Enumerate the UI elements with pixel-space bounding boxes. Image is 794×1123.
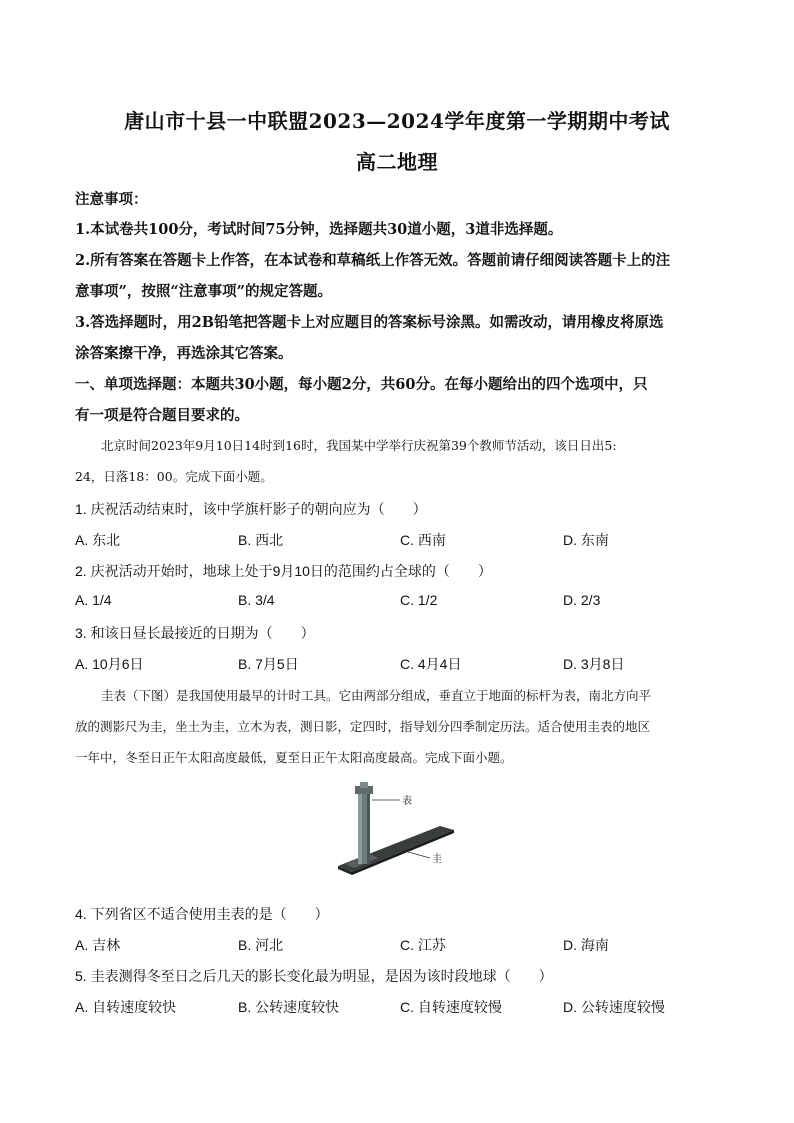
option-c[interactable]: C. 4月4日 bbox=[400, 656, 462, 672]
page-subtitle: 高二地理 bbox=[356, 150, 438, 174]
option-d[interactable]: D. 海南 bbox=[563, 937, 609, 953]
guibiao-figure bbox=[330, 780, 460, 880]
option-b[interactable]: B. 西北 bbox=[238, 532, 284, 548]
option-a[interactable]: A. 自转速度较快 bbox=[75, 999, 177, 1015]
passage-2: 圭表（下图）是我国使用最早的计时工具。它由两部分组成，垂直立于地面的标杆为表，南北方向平 bbox=[101, 688, 652, 703]
option-c[interactable]: C. 1/2 bbox=[400, 592, 438, 608]
question-stem: 4. 下列省区不适合使用圭表的是（ ） bbox=[75, 906, 329, 922]
question-stem: 3. 和该日昼长最接近的日期为（ ） bbox=[75, 625, 315, 641]
option-b[interactable]: B. 河北 bbox=[238, 937, 284, 953]
passage-2-cont: 一年中，冬至日正午太阳高度最低，夏至日正午太阳高度最高。完成下面小题。 bbox=[75, 750, 513, 765]
page-title: 唐山市十县一中联盟2023—2024学年度第一学期期中考试 bbox=[124, 109, 670, 133]
question-stem: 1. 庆祝活动结束时，该中学旗杆影子的朝向应为（ ） bbox=[75, 501, 427, 517]
option-b[interactable]: B. 7月5日 bbox=[238, 656, 299, 672]
option-d[interactable]: D. 3月8日 bbox=[563, 656, 625, 672]
option-a[interactable]: A. 吉林 bbox=[75, 937, 121, 953]
notice-item: 2.所有答案在答题卡上作答，在本试卷和草稿纸上作答无效。答题前请仔细阅读答题卡上的注 bbox=[75, 252, 671, 269]
gui-label: 圭 bbox=[432, 854, 442, 865]
option-c[interactable]: C. 西南 bbox=[400, 532, 446, 548]
option-c[interactable]: C. 自转速度较慢 bbox=[400, 999, 502, 1015]
option-c[interactable]: C. 江苏 bbox=[400, 937, 446, 953]
guibiao-illustration-icon bbox=[330, 780, 460, 880]
notice-item: 3.答选择题时，用2B铅笔把答题卡上对应题目的答案标号涂黑。如需改动，请用橡皮将原选 bbox=[75, 314, 664, 331]
question-stem: 5. 圭表测得冬至日之后几天的影长变化最为明显，是因为该时段地球（ ） bbox=[75, 968, 553, 984]
notice-item: 1.本试卷共100分，考试时间75分钟，选择题共30道小题，3道非选择题。 bbox=[75, 221, 563, 238]
passage-2-cont: 放的测影尺为圭，坐土为圭，立木为表，测日影，定四时，指导划分四季制定历法。适合使用圭表的地区 bbox=[75, 719, 651, 734]
option-d[interactable]: D. 公转速度较慢 bbox=[563, 999, 665, 1015]
option-b[interactable]: B. 公转速度较快 bbox=[238, 999, 340, 1015]
question-stem: 2. 庆祝活动开始时，地球上处于9月10日的范围约占全球的（ ） bbox=[75, 563, 492, 579]
passage-1: 北京时间2023年9月10日14时到16时，我国某中学举行庆祝第39个教师节活动，该日日出5: bbox=[101, 438, 617, 453]
option-d[interactable]: D. 东南 bbox=[563, 532, 609, 548]
option-a[interactable]: A. 1/4 bbox=[75, 592, 112, 608]
notice-item: 意事项”，按照“注意事项”的规定答题。 bbox=[75, 283, 333, 300]
option-a[interactable]: A. 10月6日 bbox=[75, 656, 144, 672]
passage-1-cont: 24，日落18：00。完成下面小题。 bbox=[75, 469, 273, 484]
option-a[interactable]: A. 东北 bbox=[75, 532, 121, 548]
notice-item: 涂答案擦干净，再选涂其它答案。 bbox=[75, 345, 293, 362]
biao-label: 表 bbox=[402, 796, 412, 807]
option-d[interactable]: D. 2/3 bbox=[563, 592, 601, 608]
notice-heading: 注意事项： bbox=[75, 191, 148, 208]
option-b[interactable]: B. 3/4 bbox=[238, 592, 275, 608]
section-heading-cont: 有一项是符合题目要求的。 bbox=[75, 407, 249, 424]
section-heading: 一、单项选择题：本题共30小题，每小题2分，共60分。在每小题给出的四个选项中，只 bbox=[75, 376, 648, 393]
